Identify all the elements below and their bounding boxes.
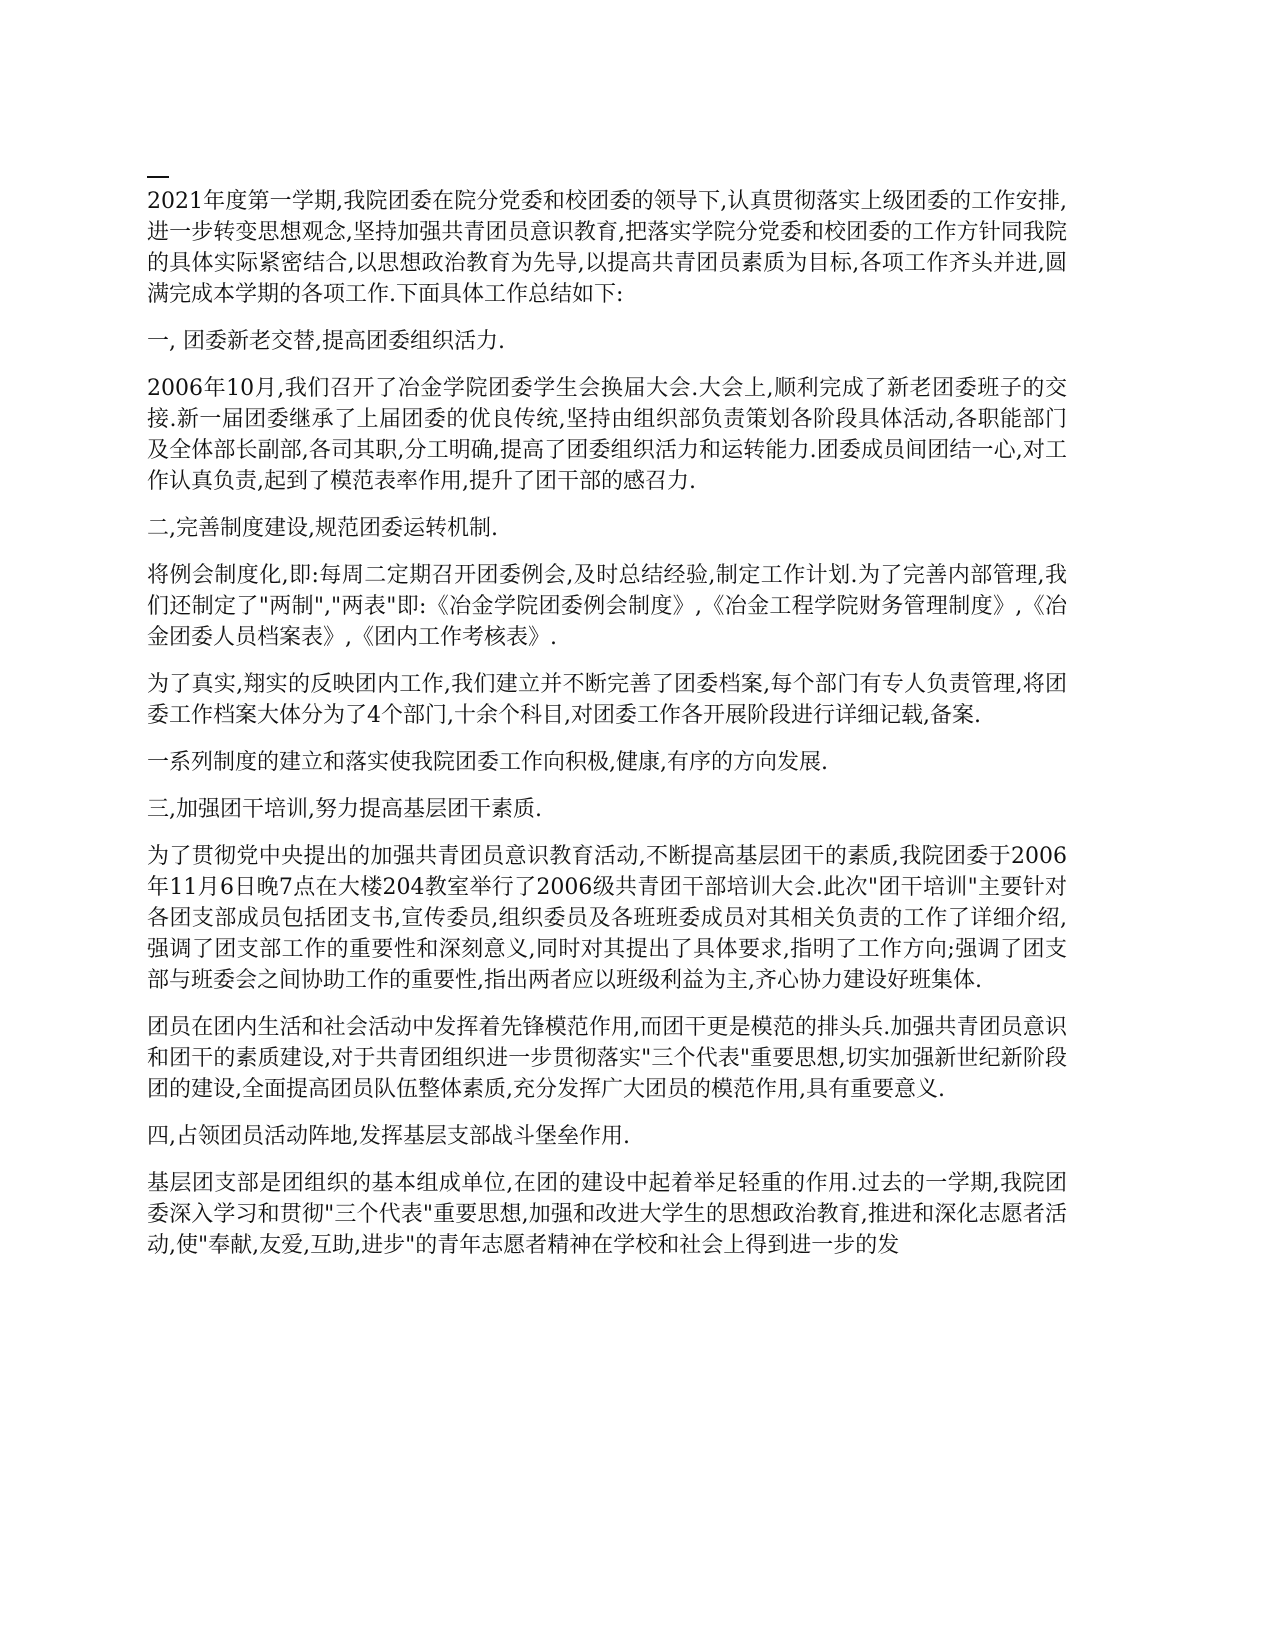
body-paragraph: 团员在团内生活和社会活动中发挥着先锋模范作用,而团干更是模范的排头兵.加强共青团员意识和团干的素质建设,对于共青团组织进一步贯彻落实"三个代表"重要思想,切实加强新世纪新阶段团的建设,全面提高团员队伍整体素质,充分发挥广大团员的模范作用,具有重要意义. [147, 1015, 1067, 1102]
document-body [147, 186, 1067, 1261]
section-heading: 二,完善制度建设,规范团委运转机制. [147, 516, 498, 541]
body-paragraph: 2006年10月,我们召开了冶金学院团委学生会换届大会.大会上,顺利完成了新老团委班子的交接.新一届团委继承了上届团委的优良传统,坚持由组织部负责策划各阶段具体活动,各职能部门及全体部长副部,各司其职,分工明确,提高了团委组织活力和运转能力.团委成员间团结一心,对工作认真负责,起到了模范表率作用,提升了团干部的感召力. [147, 376, 1067, 494]
body-paragraph: 2021年度第一学期,我院团委在院分党委和校团委的领导下,认真贯彻落实上级团委的工作安排,进一步转变思想观念,坚持加强共青团员意识教育,把落实学院分党委和校团委的工作方针同我院的具体实际紧密结合,以思想政治教育为先导,以提高共青团员素质为目标,各项工作齐头并进,圆满完成本学期的各项工作.下面具体工作总结如下: [147, 189, 1067, 307]
section-heading: 一, 团委新老交替,提高团委组织活力. [147, 329, 505, 354]
body-paragraph: 为了真实,翔实的反映团内工作,我们建立并不断完善了团委档案,每个部门有专人负责管理,将团委工作档案大体分为了4个部门,十余个科目,对团委工作各开展阶段进行详细记载,备案. [147, 672, 1067, 728]
top-dash [147, 176, 169, 178]
section-heading: 四,占领团员活动阵地,发挥基层支部战斗堡垒作用. [147, 1124, 630, 1149]
body-paragraph: 为了贯彻党中央提出的加强共青团员意识教育活动,不断提高基层团干的素质,我院团委于2006年11月6日晚7点在大楼204教室举行了2006级共青团干部培训大会.此次"团干培训"主要针对各团支部成员包括团支书,宣传委员,组织委员及各班班委成员对其相关负责的工作了详细介绍,强调了团支部工作的重要性和深刻意义,同时对其提出了具体要求,指明了工作方向;强调了团支部与班委会之间协助工作的重要性,指出两者应以班级利益为主,齐心协力建设好班集体. [147, 844, 1067, 993]
document-page [147, 166, 1067, 1277]
body-paragraph: 将例会制度化,即:每周二定期召开团委例会,及时总结经验,制定工作计划.为了完善内部管理,我们还制定了"两制","两表"即:《冶金学院团委例会制度》,《冶金工程学院财务管理制度》,《冶金团委人员档案表》,《团内工作考核表》. [147, 563, 1067, 650]
body-paragraph: 基层团支部是团组织的基本组成单位,在团的建设中起着举足轻重的作用.过去的一学期,我院团委深入学习和贯彻"三个代表"重要思想,加强和改进大学生的思想政治教育,推进和深化志愿者活动,使"奉献,友爱,互助,进步"的青年志愿者精神在学校和社会上得到进一步的发 [147, 1171, 1067, 1258]
section-heading: 三,加强团干培训,努力提高基层团干素质. [147, 797, 542, 822]
body-paragraph: 一系列制度的建立和落实使我院团委工作向积极,健康,有序的方向发展. [147, 750, 828, 775]
